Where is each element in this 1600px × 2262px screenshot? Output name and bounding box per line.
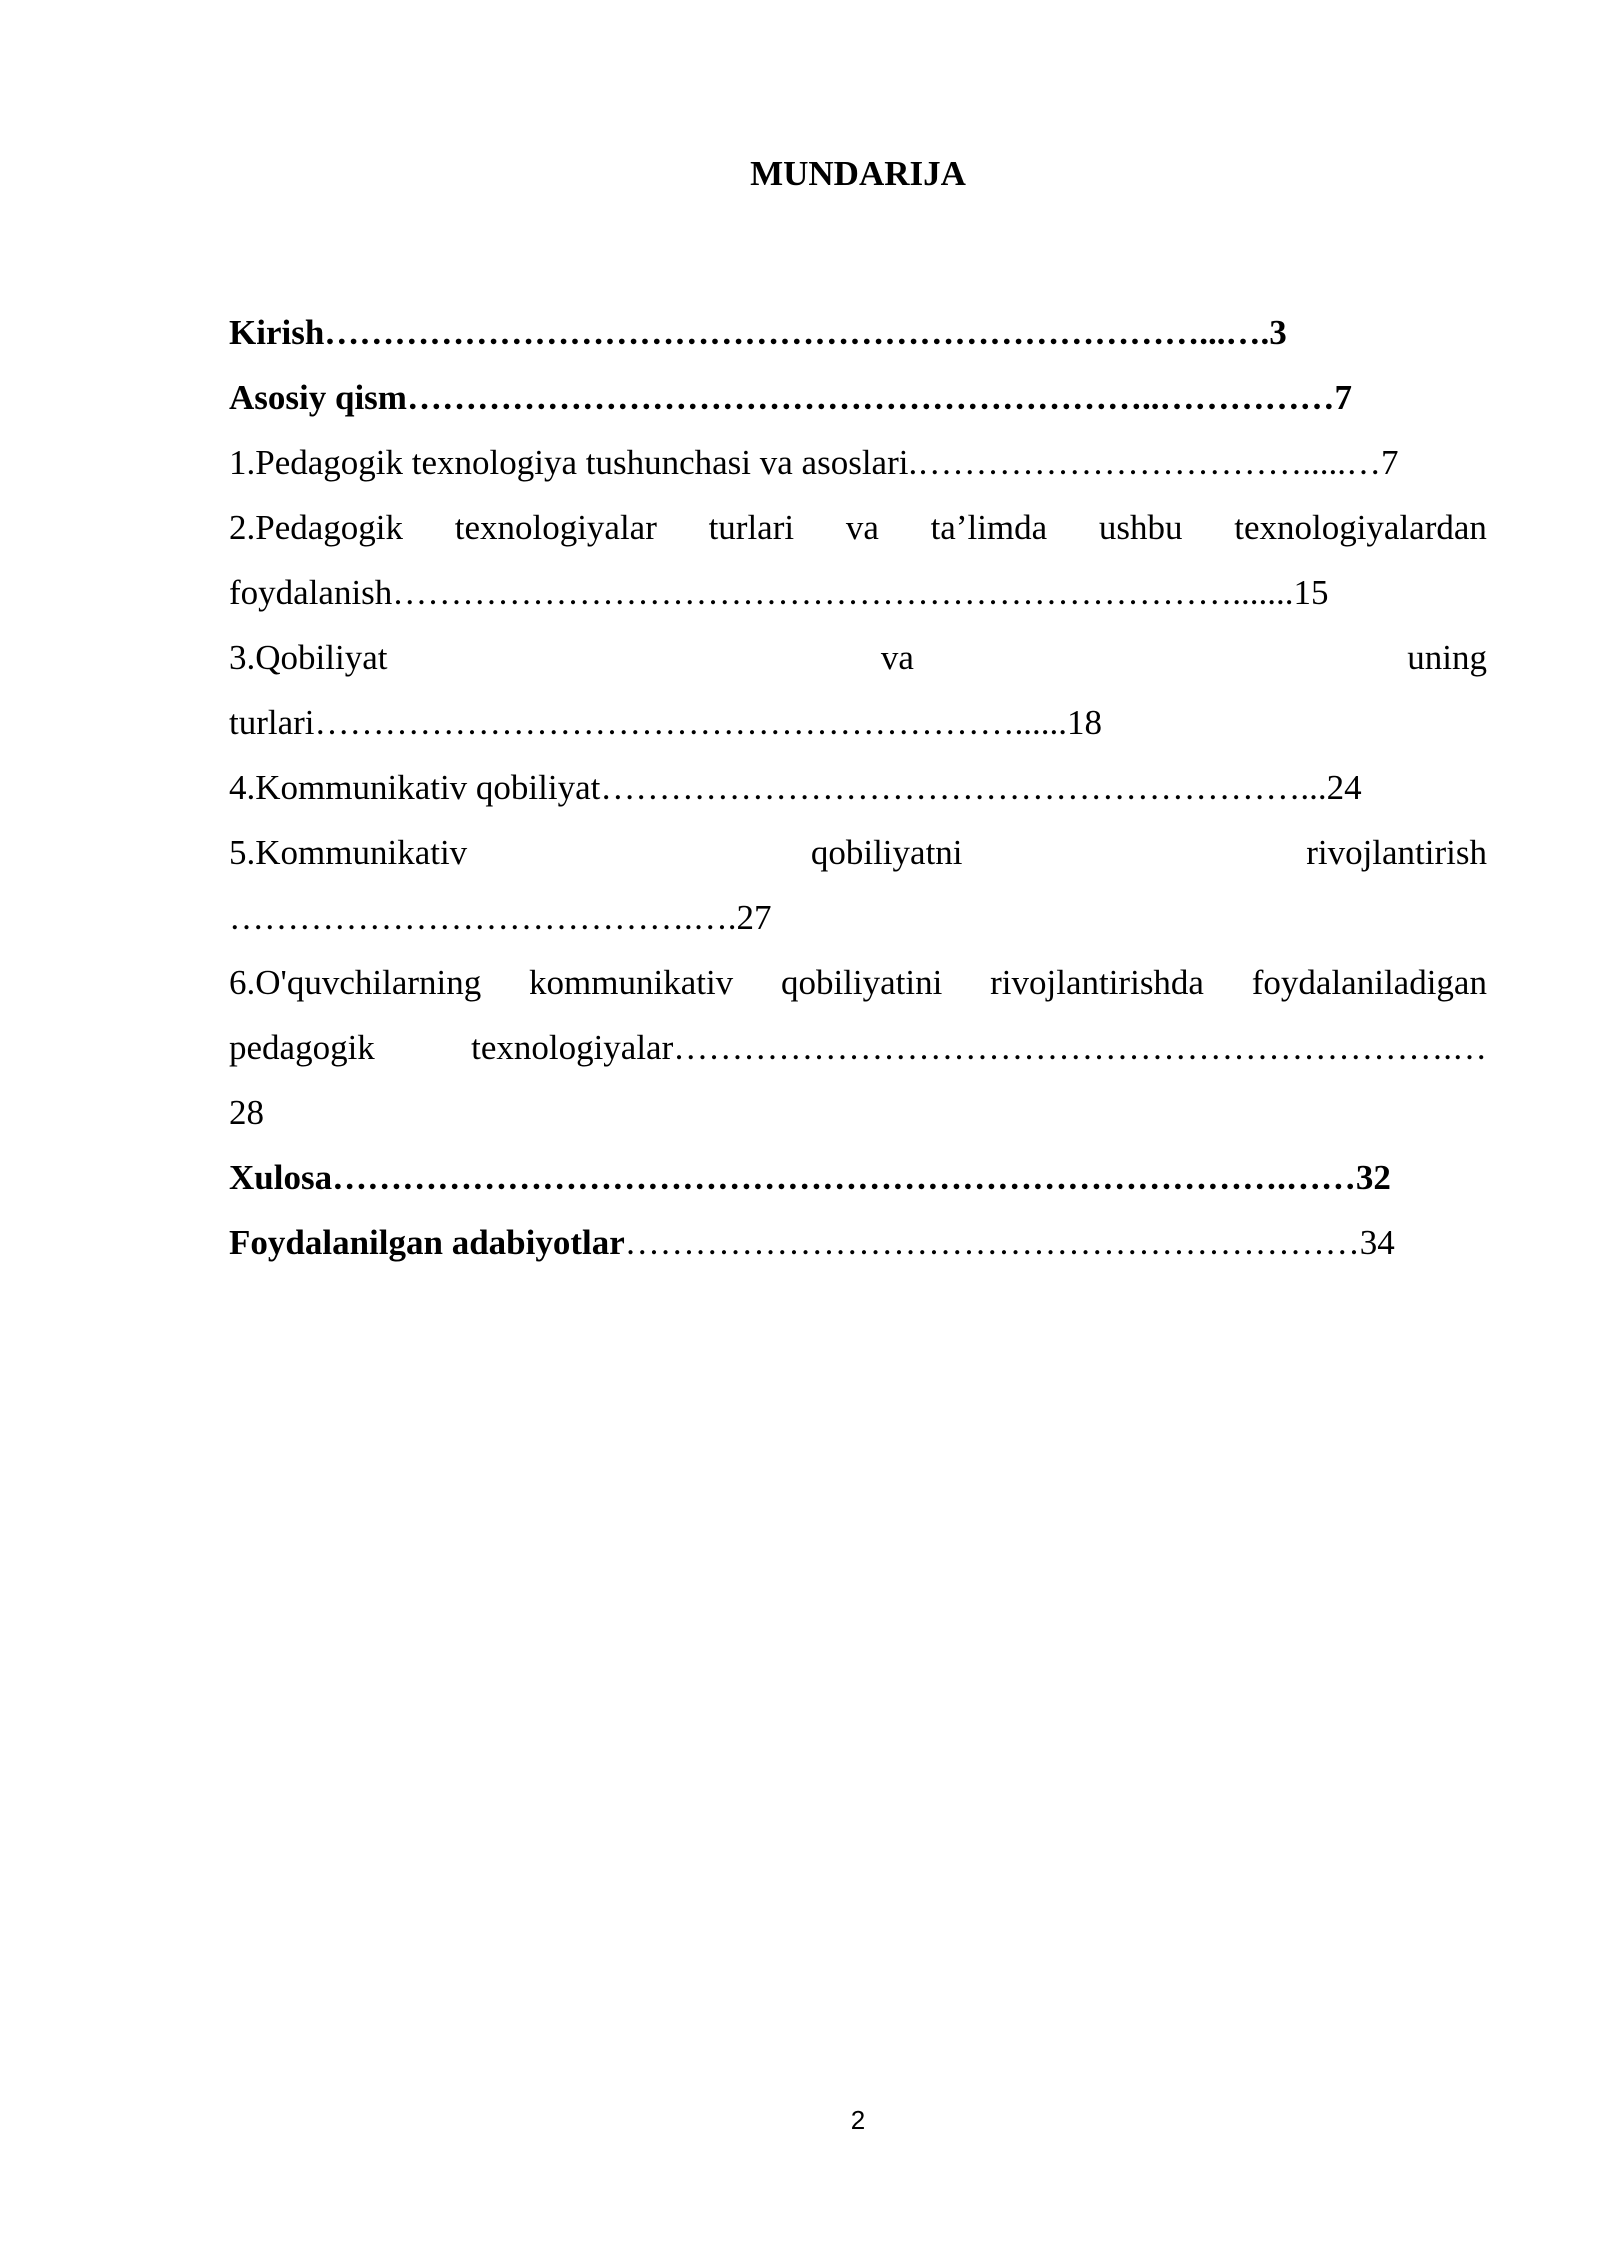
table-of-contents bbox=[229, 300, 1487, 1275]
toc-entry-asosiy-qism: Asosiy qism………………………………………………………..……………7 bbox=[229, 378, 1352, 417]
toc-entry-foydalanilgan-adabiyotlar bbox=[229, 1210, 1487, 1275]
toc-word: kommunikativ bbox=[529, 963, 734, 1002]
toc-word: qobiliyatini bbox=[780, 963, 943, 1002]
toc-entry-5-line-2: ………………………………….….27 bbox=[229, 898, 772, 937]
toc-word: 5.Kommunikativ bbox=[229, 833, 468, 872]
toc-entry-1: 1.Pedagogik texnologiya tushunchasi va asoslari.…………………………….....…7 bbox=[229, 443, 1399, 482]
toc-word: turlari bbox=[708, 508, 795, 547]
toc-entry-kirish: Kirish…………………………………………………………………...….3 bbox=[229, 313, 1287, 352]
toc-entry-label: Foydalanilgan adabiyotlar bbox=[229, 1223, 625, 1262]
toc-entry-3-line-1 bbox=[229, 625, 1487, 690]
toc-entry-xulosa: Xulosa……………………………………………………………………….……32 bbox=[229, 1158, 1391, 1197]
toc-word: 6.O'quvchilarning bbox=[229, 963, 482, 1002]
toc-entry-4: 4.Kommunikativ qobiliyat……………………………………………………...24 bbox=[229, 768, 1362, 807]
toc-word: uning bbox=[1407, 638, 1487, 677]
toc-word: ushbu bbox=[1098, 508, 1183, 547]
toc-word: rivojlantirish bbox=[1306, 833, 1487, 872]
toc-word: va bbox=[845, 508, 879, 547]
page-number: 2 bbox=[850, 2105, 866, 2135]
toc-entry-6-page: 28 bbox=[229, 1093, 264, 1132]
toc-word: ta’limda bbox=[930, 508, 1048, 547]
page-title: MUNDARIJA bbox=[750, 154, 966, 193]
toc-word: texnologiyalar bbox=[454, 508, 657, 547]
toc-word: pedagogik bbox=[229, 1028, 375, 1067]
toc-entry-6-line-2 bbox=[229, 1015, 1487, 1080]
toc-entry-5-line-1 bbox=[229, 820, 1487, 885]
toc-entry-6-line-1 bbox=[229, 950, 1487, 1015]
toc-word: texnologiyalar………………………………………………………….… bbox=[471, 1028, 1487, 1067]
toc-entry-leader: ………………………………………………………34 bbox=[624, 1223, 1395, 1262]
toc-word: va bbox=[880, 638, 914, 677]
toc-entry-3-line-2: turlari……………………………………………………......18 bbox=[229, 703, 1103, 742]
toc-word: foydalaniladigan bbox=[1251, 963, 1487, 1002]
toc-word: rivojlantirishda bbox=[990, 963, 1204, 1002]
toc-word: qobiliyatni bbox=[810, 833, 963, 872]
toc-entry-2-line-2: foydalanish……………………………………………………………….......15 bbox=[229, 573, 1329, 612]
toc-word: 2.Pedagogik bbox=[229, 508, 404, 547]
toc-word: 3.Qobiliyat bbox=[229, 638, 388, 677]
toc-word: texnologiyalardan bbox=[1234, 508, 1487, 547]
toc-entry-2-line-1 bbox=[229, 495, 1487, 560]
